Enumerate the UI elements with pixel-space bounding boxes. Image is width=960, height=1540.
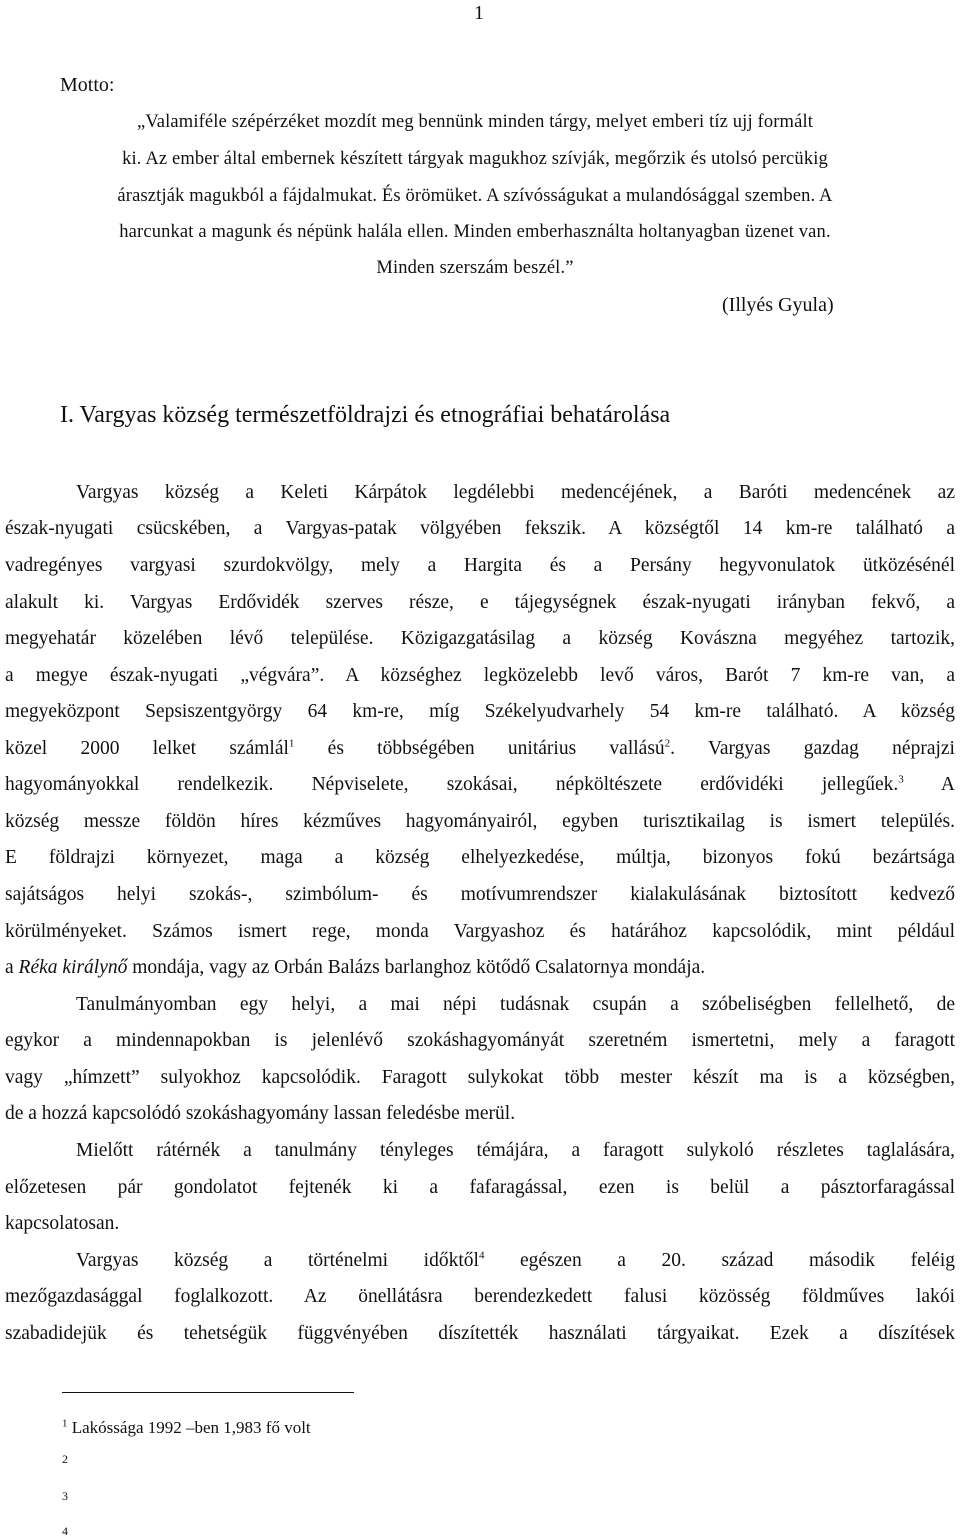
footnote-number: 1 — [62, 1417, 68, 1430]
body-line — [76, 1250, 955, 1272]
italic-title: Réka királynő — [18, 957, 128, 978]
body-line: egykor a mindennapokban is jelenlévő szokáshagyományát szeretném ismertetni, mely a faragott — [5, 1030, 955, 1051]
body-line: Vargyas község a Keleti Kárpátok legdélebbi medencéjének, a Baróti medencének az — [76, 482, 955, 503]
body-line — [5, 738, 955, 760]
body-line: E földrajzi környezet, maga a község elhelyezkedése, múltja, bizonyos fokú bezártsága — [5, 847, 955, 868]
body-line: szabadidejük és tehetségük függvényében díszítették használati tárgyaikat. Ezek a díszítések — [5, 1323, 955, 1344]
body-line — [5, 774, 955, 796]
footnote-3: 3 — [62, 1489, 68, 1503]
body-text: Vargyas község a történelmi időktől — [76, 1250, 479, 1271]
footnote-ref: 4 — [478, 1249, 485, 1262]
footnote-2: 2 — [62, 1452, 68, 1466]
body-line: észak-nyugati csücskében, a Vargyas-patak völgyében fekszik. A községtől 14 km-re található a — [5, 518, 955, 539]
footnote-4: 4 — [62, 1524, 68, 1538]
body-line: vagy „hímzett” sulyokhoz kapcsolódik. Faragott sulykokat több mester készít ma is a községben, — [5, 1067, 955, 1088]
motto-line: Minden szerszám beszél.” — [376, 258, 574, 278]
motto-attribution: (Illyés Gyula) — [722, 294, 834, 316]
motto-line: „Valamiféle szépérzéket mozdít meg bennünk minden tárgy, melyet emberi tíz ujj formált — [136, 112, 814, 132]
body-text: közel 2000 lelket számlál — [5, 738, 289, 759]
body-line: megyeközpont Sepsiszentgyörgy 64 km-re, míg Székelyudvarhely 54 km-re található. A község — [5, 701, 955, 722]
motto-line: árasztják magukból a fájdalmukat. És örömüket. A szívósságukat a mulandósággal szemben. A — [117, 186, 833, 206]
body-text: A — [903, 774, 955, 795]
page-number: 1 — [474, 2, 484, 24]
body-line: körülményeket. Számos ismert rege, monda Vargyashoz és határához kapcsolódik, mint például — [5, 921, 955, 942]
section-heading: I. Vargyas község természetföldrajzi és etnográfiai behatárolása — [60, 402, 671, 428]
body-line: Tanulmányomban egy helyi, a mai népi tudásnak csupán a szóbeliségben fellelhető, de — [76, 994, 955, 1015]
body-text: egészen a 20. század második feléig — [484, 1250, 955, 1271]
body-line: Mielőtt rátérnék a tanulmány tényleges témájára, a faragott sulykoló részletes taglalására, — [76, 1140, 955, 1161]
body-line: előzetesen pár gondolatot fejtenék ki a fafaragással, ezen is belül a pásztorfaragással — [5, 1177, 955, 1198]
body-line: a megye észak-nyugati „végvára”. A községhez legközelebb levő város, Barót 7 km-re van, a — [5, 665, 955, 686]
body-text: mondája, vagy az Orbán Balázs barlanghoz kötődő Csalatornya mondája. — [127, 957, 706, 978]
footnote-ref: 1 — [288, 737, 295, 750]
body-line: mezőgazdasággal foglalkozott. Az önellátásra berendezkedett falusi közösség földműves lakói — [5, 1286, 955, 1307]
body-text: a — [5, 957, 19, 978]
body-line — [5, 957, 955, 979]
footnote-ref: 2 — [664, 737, 671, 750]
motto-line: harcunkat a magunk és népünk halála ellen. Minden emberhasználta holtanyagban üzenet van. — [119, 222, 831, 242]
body-line: község messze földön híres kézműves hagyományairól, egyben turisztikailag is ismert település. — [5, 811, 955, 832]
body-text: hagyományokkal rendelkezik. Népviselete, szokásai, népköltészete erdővidéki jellegűek. — [5, 774, 899, 795]
body-line: kapcsolatosan. — [5, 1213, 120, 1234]
body-text: és többségében unitárius vallású — [294, 738, 665, 759]
motto-line: ki. Az ember által embernek készített tárgyak magukhoz szívják, megőrzik és utolsó percükig — [122, 149, 828, 169]
footnote-ref: 3 — [898, 773, 904, 786]
footnote-text: Lakóssága 1992 –ben 1,983 fő volt — [67, 1418, 311, 1437]
motto-label: Motto: — [60, 74, 115, 96]
footnote-1 — [62, 1418, 311, 1438]
body-line: sajátságos helyi szokás-, szimbólum- és motívumrendszer kialakulásának biztosított kedvező — [5, 884, 955, 905]
body-text: . Vargyas gazdag néprajzi — [670, 738, 955, 759]
body-line: vadregényes vargyasi szurdokvölgy, mely a Hargita és a Persány hegyvonulatok ütközésénél — [5, 555, 955, 576]
body-line: de a hozzá kapcsolódó szokáshagyomány lassan feledésbe merül. — [5, 1103, 516, 1124]
body-line: alakult ki. Vargyas Erdővidék szerves része, e tájegységnek észak-nyugati irányban fekvő, a — [5, 592, 955, 613]
footnote-separator — [62, 1392, 354, 1393]
body-line: megyehatár közelében lévő települése. Közigazgatásilag a község Kovászna megyéhez tartozik, — [5, 628, 955, 649]
